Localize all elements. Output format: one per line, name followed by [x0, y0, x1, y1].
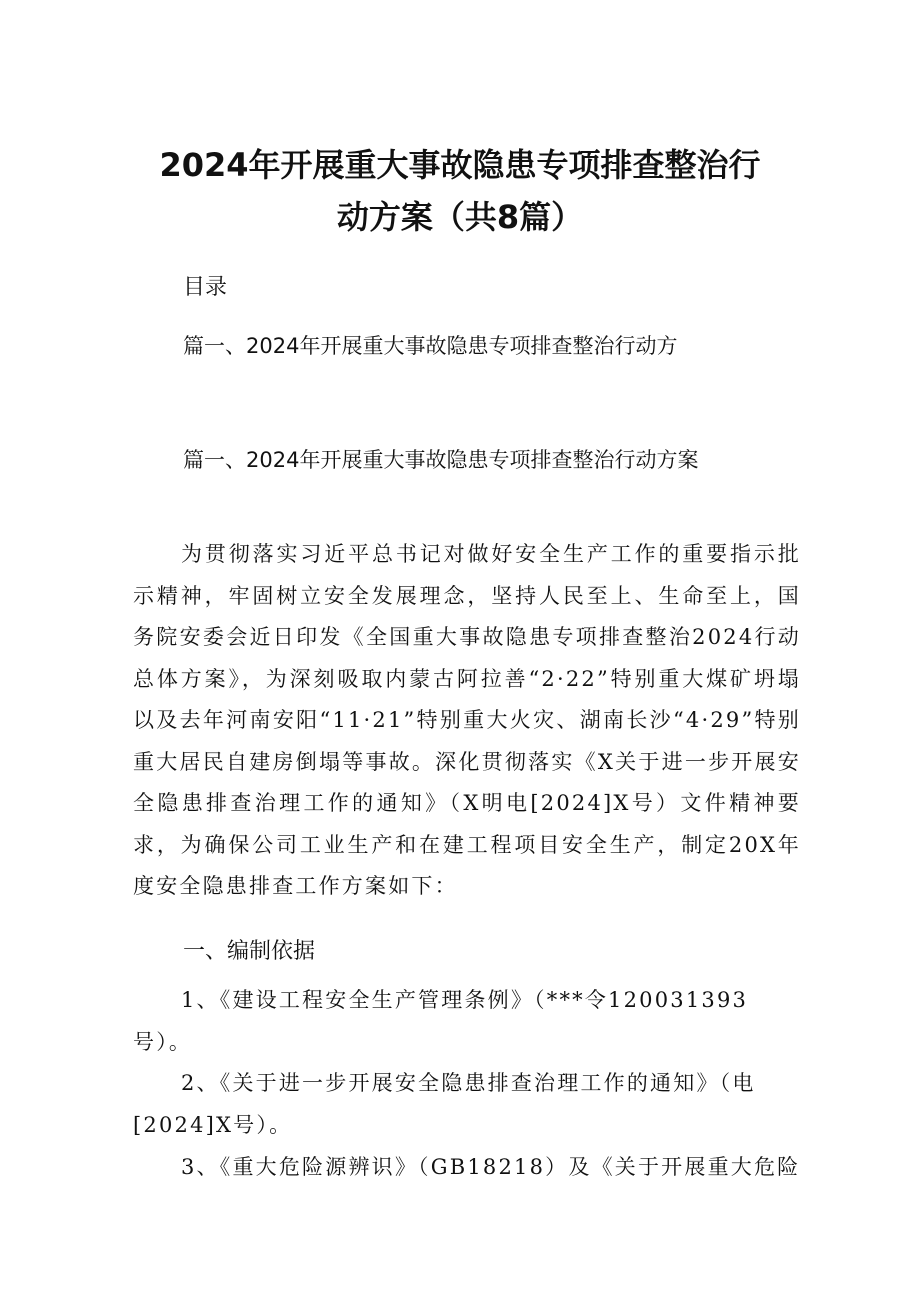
basis-item-2: 2、《关于进一步开展安全隐患排查治理工作的通知》（电[2024]X号）。 — [133, 1071, 756, 1137]
section-heading-basis: 一、编制依据 — [183, 939, 316, 964]
document-title-line-1 — [0, 140, 920, 186]
title-text-1: 2024年开展重大事故隐患专项排查整治行 — [159, 146, 761, 184]
document-title-line-2 — [0, 192, 920, 238]
section-title: 篇一、2024年开展重大事故隐患专项排查整治行动方案 — [183, 448, 699, 472]
basis-item-3: 3、《重大危险源辨识》（GB18218）及《关于开展重大危险 — [181, 1155, 801, 1179]
basis-item-1: 1、《建设工程安全生产管理条例》（***令120031393号）。 — [133, 988, 749, 1054]
intro-paragraph: 为贯彻落实习近平总书记对做好安全生产工作的重要指示批示精神，牢固树立安全发展理念，坚持人民至上、生命至上，国务院安委会近日印发《全国重大事故隐患专项排查整治2024行动总体方案》，为深刻吸取内蒙古阿拉善“2·22”特别重大煤矿坍塌以及去年河南安阳“11·21”特别重大火灾、湖南长沙“4·29”特别重大居民自建房倒塌等事故。深化贯彻落实《X关于进一步开展安全隐患排查治理工作的通知》（X明电[2024]X号）文件精神要求，为确保公司工业生产和在建工程项目安全生产，制定20X年度安全隐患排查工作方案如下： — [133, 542, 801, 898]
toc-heading: 目录 — [183, 275, 228, 300]
toc-item-1[interactable]: 篇一、2024年开展重大事故隐患专项排查整治行动方 — [183, 334, 678, 358]
title-text-2: 动方案（共8篇） — [336, 198, 584, 236]
